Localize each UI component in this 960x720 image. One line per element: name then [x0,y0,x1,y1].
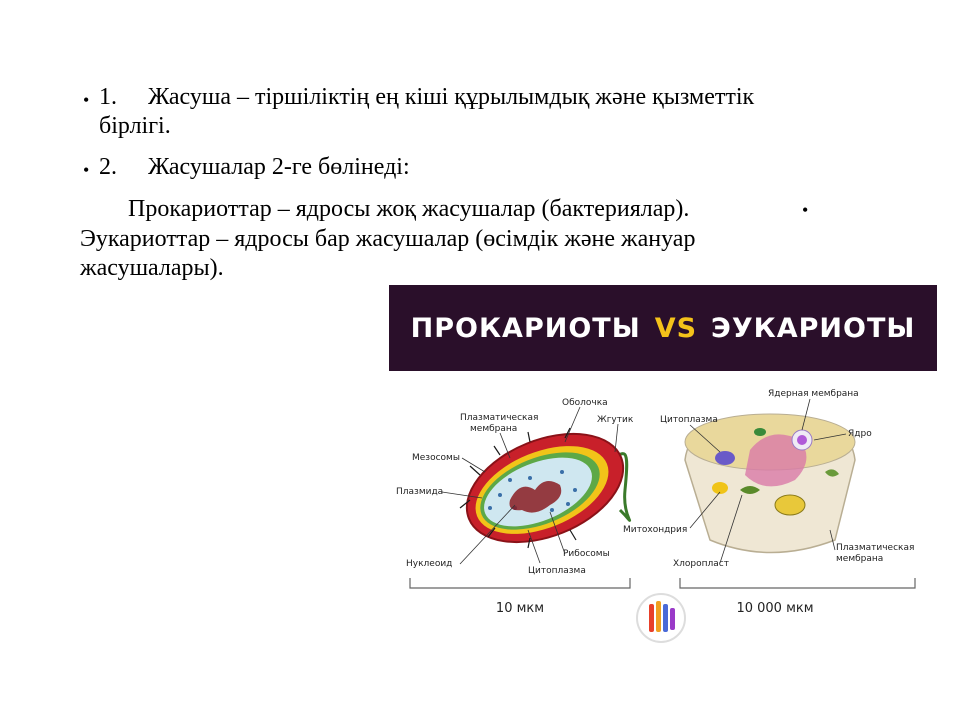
cell-comparison-diagram [390,380,938,650]
scale-prokaryote: 10 мкм [495,601,545,616]
logo-icon [637,594,685,642]
label-nucleoid: Нуклеоид [406,559,453,569]
label-plasmid: Плазмида [396,487,444,497]
label-flagellum: Жгутик [597,415,634,425]
banner-prokaryotes: ПРОКАРИОТЫ [410,312,641,344]
item-1-number: 1. [99,84,117,110]
prokaryotes-line: Прокариоттар – ядросы жоқ жасушалар (бактериялар). [128,196,690,222]
label-nuclear-membrane: Ядерная мембрана [768,389,859,399]
banner-vs: VS [654,312,698,344]
label-plasma-membrane-1: Плазматическая [460,413,539,423]
label-plasma-membrane-2: мембрана [470,424,518,434]
banner-eukaryotes: ЭУКАРИОТЫ [711,312,916,344]
item-2-text: Жасушалар 2-ге бөлінеді: [148,154,410,180]
scale-eukaryote: 10 000 мкм [736,601,814,616]
label-mitochondria: Митохондрия [623,525,688,535]
label-mesosomes: Мезосомы [412,453,460,463]
scale-brackets [410,578,915,588]
label-nucleus: Ядро [848,429,872,439]
prokaryote-cell-illustration [451,413,639,563]
eukaryotes-line: Эукариоттар – ядросы бар жасушалар (өсімдік және жануар [80,226,696,252]
bullet-2: • [83,160,90,180]
bullet-1: • [83,90,90,110]
label-plasma-membrane-eu-1: Плазматическая [836,543,915,553]
label-chloroplast: Хлоропласт [673,559,729,569]
label-capsule: Оболочка [562,398,608,408]
eukaryotes-line-cont: жасушалары). [80,255,224,281]
item-2-number: 2. [99,154,117,180]
eukaryote-cell-illustration [685,414,855,553]
bullet-3: • [802,200,809,220]
label-ribosomes: Рибосомы [563,549,610,559]
label-plasma-membrane-eu-2: мембрана [836,554,884,564]
comparison-banner [389,285,937,371]
item-1-text: Жасуша – тіршіліктің ең кіші құрылымдық және қызметтік [148,84,755,110]
label-cytoplasm-pro: Цитоплазма [528,566,586,576]
label-cytoplasm-eu: Цитоплазма [660,415,718,425]
item-1-text-cont: бірлігі. [99,113,171,139]
